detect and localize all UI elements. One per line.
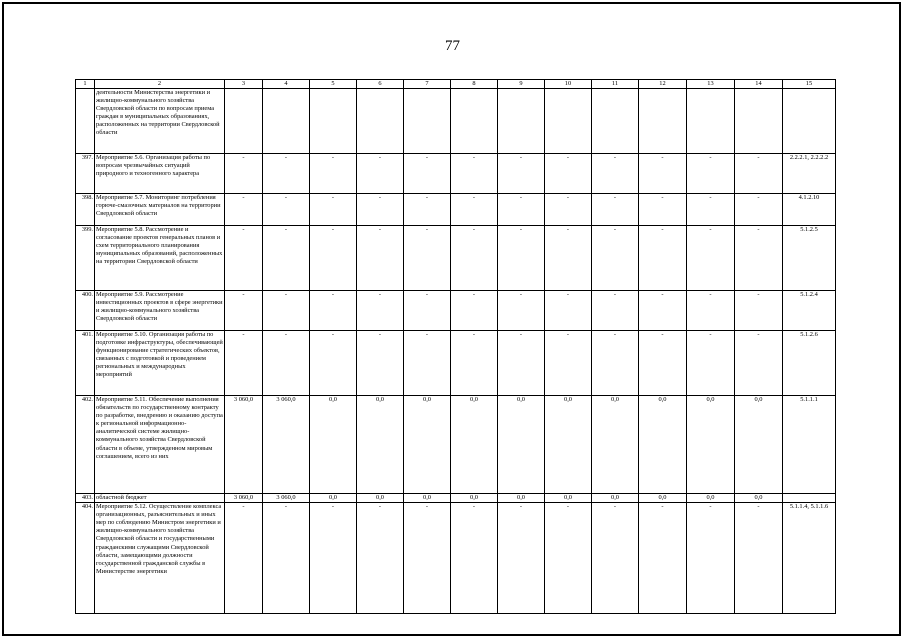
value-cell bbox=[225, 89, 263, 154]
table-row bbox=[76, 396, 836, 494]
value-cell: - bbox=[404, 503, 451, 614]
row-description: областной бюджет bbox=[95, 494, 225, 503]
value-cell bbox=[451, 89, 498, 154]
value-cell: - bbox=[498, 331, 545, 396]
value-cell: 3 060,0 bbox=[225, 494, 263, 503]
value-cell: - bbox=[498, 226, 545, 291]
header-cell: 10 bbox=[545, 80, 592, 89]
target-code: 5.1.2.4 bbox=[783, 291, 836, 331]
value-cell: - bbox=[451, 331, 498, 396]
row-description: Мероприятие 5.7. Мониторинг потребления горюче-смазочных материалов на территории Свердловской области bbox=[95, 194, 225, 226]
value-cell: - bbox=[592, 503, 639, 614]
value-cell: 0,0 bbox=[735, 494, 783, 503]
value-cell: - bbox=[263, 331, 310, 396]
value-cell: - bbox=[498, 154, 545, 194]
value-cell: - bbox=[451, 291, 498, 331]
row-description: Мероприятие 5.11. Обеспечение выполнения обязательств по государственному контракту по разработке, внедрению и оказанию доступа к региональной информационно-аналитической системе жилищно-коммунального хозяйства Свердловской области в объеме, утвержденном мировым соглашением, всего из них bbox=[95, 396, 225, 494]
value-cell: - bbox=[687, 226, 735, 291]
value-cell: 0,0 bbox=[545, 494, 592, 503]
value-cell: - bbox=[225, 291, 263, 331]
value-cell: - bbox=[451, 154, 498, 194]
value-cell: - bbox=[498, 291, 545, 331]
value-cell: - bbox=[735, 331, 783, 396]
value-cell: 0,0 bbox=[498, 494, 545, 503]
value-cell: - bbox=[639, 291, 687, 331]
table-row bbox=[76, 331, 836, 396]
header-cell: 2 bbox=[95, 80, 225, 89]
value-cell: - bbox=[310, 194, 357, 226]
value-cell: - bbox=[639, 226, 687, 291]
value-cell: - bbox=[735, 226, 783, 291]
row-number: 401. bbox=[76, 331, 95, 396]
value-cell: - bbox=[225, 154, 263, 194]
value-cell: - bbox=[735, 291, 783, 331]
value-cell: 0,0 bbox=[639, 396, 687, 494]
value-cell: 0,0 bbox=[310, 396, 357, 494]
row-number: 399. bbox=[76, 226, 95, 291]
value-cell: - bbox=[639, 503, 687, 614]
header-cell: 7 bbox=[404, 80, 451, 89]
value-cell: - bbox=[592, 194, 639, 226]
value-cell: - bbox=[639, 154, 687, 194]
value-cell: - bbox=[404, 331, 451, 396]
table-row bbox=[76, 194, 836, 226]
value-cell: - bbox=[687, 291, 735, 331]
page-number: 77 bbox=[445, 38, 460, 54]
row-description: Мероприятие 5.10. Организация работы по подготовке инфраструктуры, обеспечивающей функционирование стратегических объектов, связанных с подготовкой и проведением региональных и международных мероприятий bbox=[95, 331, 225, 396]
value-cell: - bbox=[404, 154, 451, 194]
value-cell: - bbox=[357, 226, 404, 291]
value-cell: - bbox=[687, 331, 735, 396]
table-row bbox=[76, 494, 836, 503]
value-cell bbox=[592, 89, 639, 154]
row-description: Мероприятие 5.9. Рассмотрение инвестиционных проектов в сфере энергетики и жилищно-коммунального хозяйства Свердловской области bbox=[95, 291, 225, 331]
value-cell: 3 060,0 bbox=[225, 396, 263, 494]
value-cell bbox=[498, 89, 545, 154]
value-cell: - bbox=[357, 331, 404, 396]
value-cell: - bbox=[735, 154, 783, 194]
value-cell: - bbox=[735, 194, 783, 226]
value-cell: - bbox=[545, 503, 592, 614]
value-cell: - bbox=[687, 154, 735, 194]
value-cell: 0,0 bbox=[592, 494, 639, 503]
value-cell: - bbox=[357, 291, 404, 331]
target-code: 5.1.1.1 bbox=[783, 396, 836, 494]
value-cell bbox=[687, 89, 735, 154]
table-row bbox=[76, 89, 836, 154]
row-number: 404. bbox=[76, 503, 95, 614]
value-cell: 0,0 bbox=[404, 396, 451, 494]
row-number bbox=[76, 89, 95, 154]
value-cell: - bbox=[498, 503, 545, 614]
target-code: 5.1.2.6 bbox=[783, 331, 836, 396]
target-code bbox=[783, 89, 836, 154]
target-code bbox=[783, 494, 836, 503]
value-cell: 0,0 bbox=[639, 494, 687, 503]
value-cell: - bbox=[357, 503, 404, 614]
header-cell: 9 bbox=[498, 80, 545, 89]
table-row bbox=[76, 226, 836, 291]
value-cell: - bbox=[687, 194, 735, 226]
row-number: 400. bbox=[76, 291, 95, 331]
value-cell: - bbox=[639, 331, 687, 396]
value-cell: - bbox=[545, 194, 592, 226]
header-cell: 3 bbox=[225, 80, 263, 89]
value-cell: - bbox=[310, 226, 357, 291]
row-description: деятельности Министерства энергетики и жилищно-коммунального хозяйства Свердловской области по вопросам приема граждан в муниципальных образованиях, расположенных на территории Свердловской области bbox=[95, 89, 225, 154]
value-cell: - bbox=[357, 154, 404, 194]
value-cell: - bbox=[263, 154, 310, 194]
value-cell: - bbox=[404, 194, 451, 226]
value-cell: - bbox=[225, 331, 263, 396]
row-number: 403. bbox=[76, 494, 95, 503]
value-cell: - bbox=[545, 291, 592, 331]
value-cell: - bbox=[545, 331, 592, 396]
value-cell: 0,0 bbox=[451, 396, 498, 494]
header-cell: 13 bbox=[687, 80, 735, 89]
target-code: 5.1.1.4, 5.1.1.6 bbox=[783, 503, 836, 614]
table-row bbox=[76, 291, 836, 331]
value-cell: - bbox=[357, 194, 404, 226]
value-cell: - bbox=[310, 291, 357, 331]
value-cell: - bbox=[225, 194, 263, 226]
value-cell: - bbox=[263, 291, 310, 331]
row-number: 397. bbox=[76, 154, 95, 194]
value-cell: - bbox=[592, 291, 639, 331]
header-cell: 11 bbox=[592, 80, 639, 89]
value-cell: - bbox=[687, 503, 735, 614]
row-description: Мероприятие 5.8. Рассмотрение и согласование проектов генеральных планов и схем территориального планирования муниципальных образований, расположенных на территории Свердловской области bbox=[95, 226, 225, 291]
value-cell: 0,0 bbox=[498, 396, 545, 494]
value-cell: - bbox=[451, 503, 498, 614]
value-cell: - bbox=[592, 331, 639, 396]
value-cell: - bbox=[735, 503, 783, 614]
value-cell: - bbox=[404, 226, 451, 291]
value-cell: - bbox=[310, 503, 357, 614]
header-cell: 15 bbox=[783, 80, 836, 89]
value-cell: 0,0 bbox=[687, 494, 735, 503]
table-row bbox=[76, 503, 836, 614]
value-cell: - bbox=[545, 226, 592, 291]
value-cell: 0,0 bbox=[404, 494, 451, 503]
value-cell: - bbox=[263, 226, 310, 291]
value-cell: 0,0 bbox=[545, 396, 592, 494]
value-cell bbox=[404, 89, 451, 154]
value-cell: 0,0 bbox=[592, 396, 639, 494]
value-cell bbox=[310, 89, 357, 154]
value-cell bbox=[357, 89, 404, 154]
value-cell: 3 060,0 bbox=[263, 494, 310, 503]
row-number: 402. bbox=[76, 396, 95, 494]
header-cell: 14 bbox=[735, 80, 783, 89]
value-cell: - bbox=[225, 226, 263, 291]
value-cell: 3 060,0 bbox=[263, 396, 310, 494]
value-cell: - bbox=[225, 503, 263, 614]
value-cell bbox=[735, 89, 783, 154]
table-body bbox=[76, 80, 836, 614]
value-cell: - bbox=[263, 194, 310, 226]
value-cell: - bbox=[592, 154, 639, 194]
value-cell: - bbox=[263, 503, 310, 614]
header-cell: 5 bbox=[310, 80, 357, 89]
table-row bbox=[76, 154, 836, 194]
value-cell: - bbox=[639, 194, 687, 226]
value-cell: - bbox=[310, 154, 357, 194]
row-number: 398. bbox=[76, 194, 95, 226]
value-cell: - bbox=[404, 291, 451, 331]
data-table bbox=[75, 79, 836, 614]
value-cell: - bbox=[498, 194, 545, 226]
value-cell: - bbox=[545, 154, 592, 194]
value-cell: 0,0 bbox=[687, 396, 735, 494]
value-cell: 0,0 bbox=[310, 494, 357, 503]
value-cell: - bbox=[592, 226, 639, 291]
row-description: Мероприятие 5.12. Осуществление комплекса организационных, разъяснительных и иных мер по соблюдению Министром энергетики и жилищно-коммунального хозяйства Свердловской области и государственными гражданскими служащими Свердловской области, замещающими должности государственной гражданской службы в Министерстве энергетики bbox=[95, 503, 225, 614]
value-cell: - bbox=[310, 331, 357, 396]
row-description: Мероприятие 5.6. Организация работы по вопросам чрезвычайных ситуаций природного и техногенного характера bbox=[95, 154, 225, 194]
target-code: 2.2.2.1, 2.2.2.2 bbox=[783, 154, 836, 194]
value-cell bbox=[639, 89, 687, 154]
header-cell: 8 bbox=[451, 80, 498, 89]
value-cell: 0,0 bbox=[735, 396, 783, 494]
value-cell: 0,0 bbox=[357, 494, 404, 503]
header-cell: 4 bbox=[263, 80, 310, 89]
header-cell: 1 bbox=[76, 80, 95, 89]
value-cell: - bbox=[451, 194, 498, 226]
header-row bbox=[76, 80, 836, 89]
value-cell bbox=[263, 89, 310, 154]
target-code: 5.1.2.5 bbox=[783, 226, 836, 291]
target-code: 4.1.2.10 bbox=[783, 194, 836, 226]
header-cell: 12 bbox=[639, 80, 687, 89]
value-cell: 0,0 bbox=[451, 494, 498, 503]
value-cell: - bbox=[451, 226, 498, 291]
value-cell: 0,0 bbox=[357, 396, 404, 494]
value-cell bbox=[545, 89, 592, 154]
header-cell: 6 bbox=[357, 80, 404, 89]
